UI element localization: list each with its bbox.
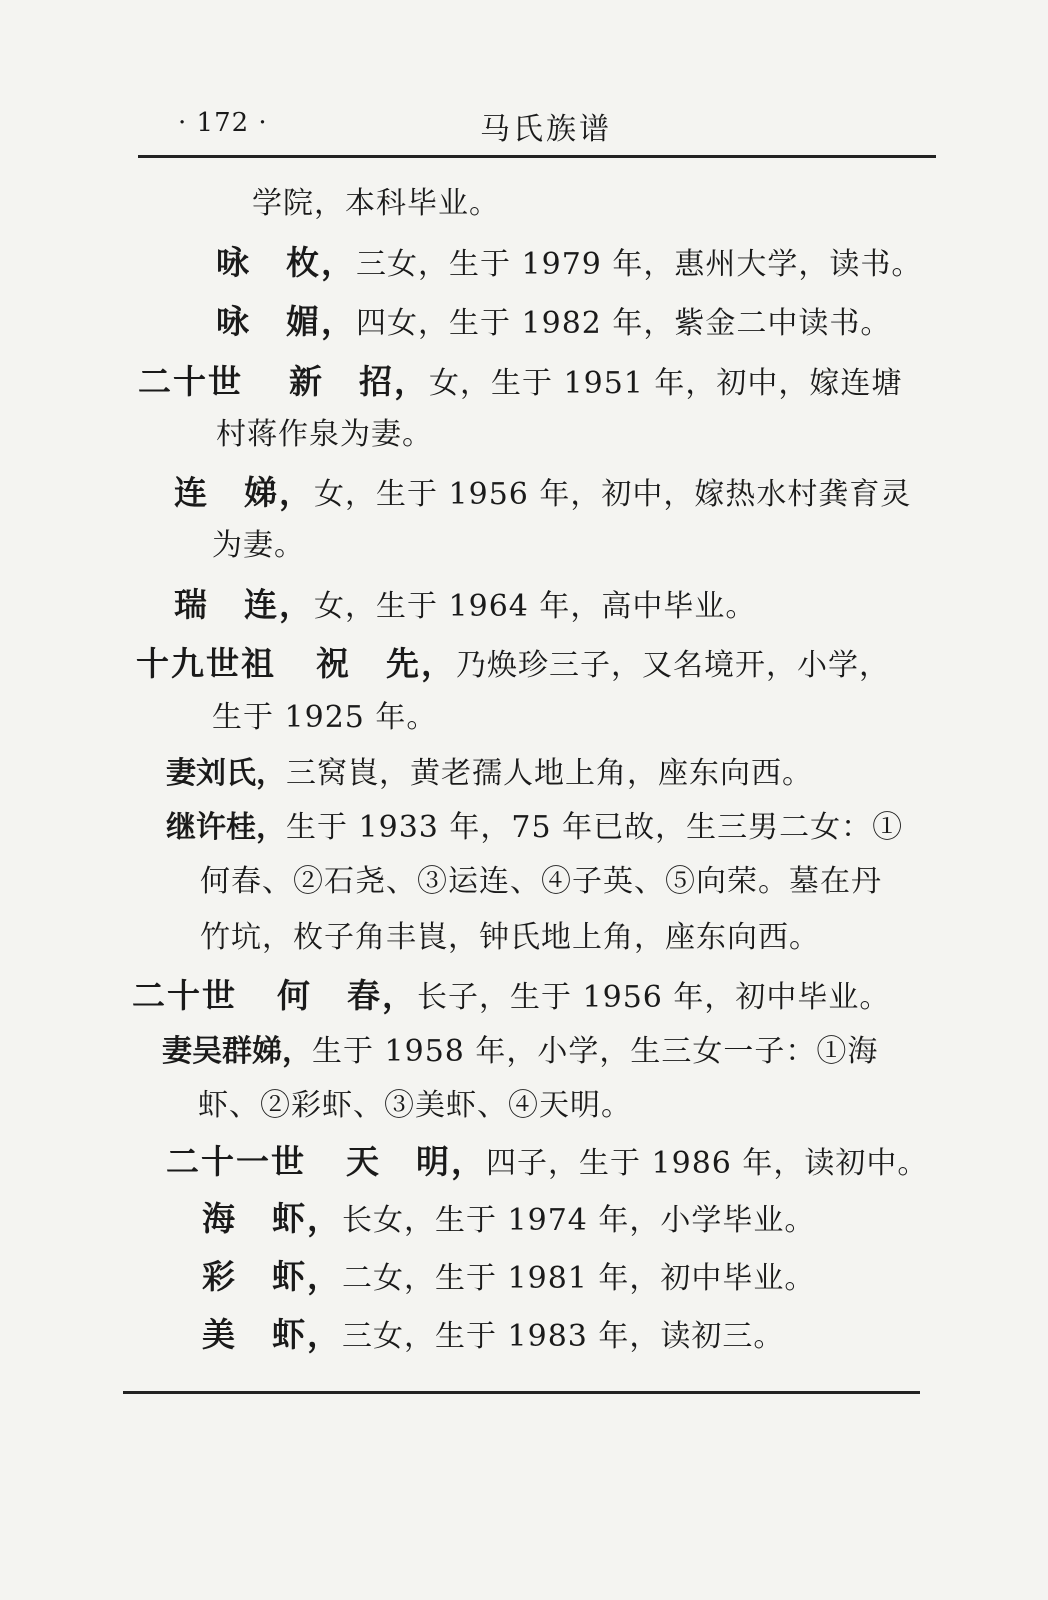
entry-line <box>132 976 890 1018</box>
entry-line <box>136 644 890 686</box>
entry-line <box>162 1032 878 1072</box>
person-name: 天 明， <box>346 1142 486 1181</box>
entry-line <box>166 1142 928 1184</box>
entry-text: 女，生于 1956 年，初中，嫁热水村龚育灵 <box>314 477 912 512</box>
entry-line <box>202 1315 784 1357</box>
entry-line <box>138 362 902 404</box>
generation-label: 十九世祖 <box>136 644 276 683</box>
entry-text: 长子，生于 1956 年，初中毕业。 <box>417 980 891 1015</box>
entry-line <box>202 1257 815 1299</box>
entry-text: 四女，生于 1982 年，紫金二中读书。 <box>356 306 892 341</box>
entry-text: 三女，生于 1979 年，惠州大学，读书。 <box>356 247 923 282</box>
person-name: 连 娣， <box>174 473 314 512</box>
entry-line <box>252 184 500 224</box>
page-number: · 172 · <box>178 108 268 138</box>
entry-text: 生于 1958 年，小学，生三女一子：①海 <box>312 1034 879 1069</box>
entry-line <box>200 918 820 958</box>
spouse-name: 继许桂， <box>166 810 286 845</box>
entry-text: 村蒋作泉为妻。 <box>216 417 433 452</box>
entry-line <box>212 526 305 566</box>
entry-text: 生于 1933 年，75 年已故，生三男二女：① <box>286 810 904 845</box>
spouse-name: 妻刘氏， <box>166 756 286 791</box>
entry-text: 女，生于 1964 年，高中毕业。 <box>314 589 757 624</box>
entry-text: 乃焕珍三子，又名境开，小学， <box>456 648 890 683</box>
entry-text: 三女，生于 1983 年，读初三。 <box>342 1319 785 1354</box>
entry-line <box>166 808 903 848</box>
entry-text: 何春、②石尧、③运连、④子英、⑤向荣。墓在丹 <box>200 864 882 899</box>
entry-text: 学院，本科毕业。 <box>252 186 500 221</box>
entry-line <box>216 415 433 455</box>
person-name: 美 虾， <box>202 1315 342 1354</box>
entry-text: 竹坑，枚子角丰崀，钟氏地上角，座东向西。 <box>200 920 820 955</box>
entry-line <box>216 243 922 285</box>
person-name: 新 招， <box>289 362 429 401</box>
person-name: 咏 媚， <box>216 302 356 341</box>
person-name: 海 虾， <box>202 1199 342 1238</box>
entry-line <box>174 585 756 627</box>
person-name: 何 春， <box>277 976 417 1015</box>
entry-line <box>202 1199 815 1241</box>
header-rule <box>138 155 936 158</box>
entry-line <box>212 698 437 738</box>
generation-label: 二十一世 <box>166 1142 306 1181</box>
entry-text: 为妻。 <box>212 528 305 563</box>
footer-rule <box>123 1391 920 1394</box>
generation-label: 二十世 <box>132 976 237 1015</box>
entry-text: 女，生于 1951 年，初中，嫁连塘 <box>429 366 903 401</box>
entry-text: 虾、②彩虾、③美虾、④天明。 <box>198 1088 632 1123</box>
person-name: 祝 先， <box>316 644 456 683</box>
entry-text: 二女，生于 1981 年，初中毕业。 <box>342 1261 816 1296</box>
spouse-name: 妻吴群娣， <box>162 1034 312 1069</box>
entry-text: 长女，生于 1974 年，小学毕业。 <box>342 1203 816 1238</box>
entry-line <box>198 1086 632 1126</box>
person-name: 瑞 连， <box>174 585 314 624</box>
page-header-title: 马氏族谱 <box>480 112 612 147</box>
generation-label: 二十世 <box>138 362 243 401</box>
entry-line <box>166 754 813 794</box>
entry-line <box>216 302 891 344</box>
entry-text: 四子，生于 1986 年，读初中。 <box>486 1146 929 1181</box>
entry-text: 三窝崀，黄老孺人地上角，座东向西。 <box>286 756 813 791</box>
person-name: 彩 虾， <box>202 1257 342 1296</box>
entry-text: 生于 1925 年。 <box>212 700 438 735</box>
entry-line <box>200 862 882 902</box>
person-name: 咏 枚， <box>216 243 356 282</box>
entry-line <box>174 473 911 515</box>
